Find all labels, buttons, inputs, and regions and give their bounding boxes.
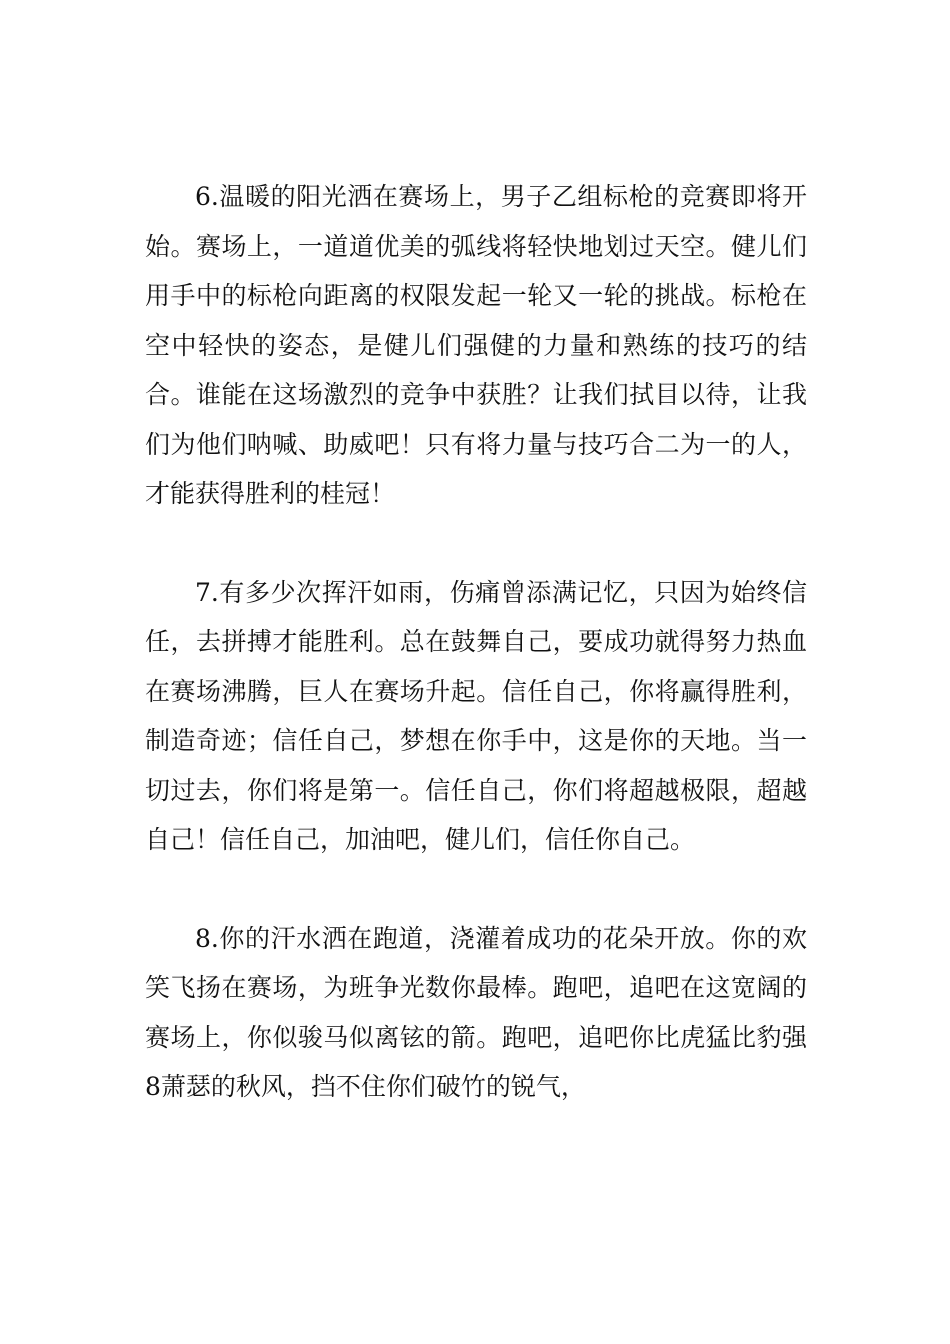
paragraph-8: 8.你的汗水洒在跑道，浇灌着成功的花朵开放。你的欢笑飞扬在赛场，为班争光数你最棒。跑吧，追吧在这宽阔的赛场上，你似骏马似离铉的箭。跑吧，追吧你比虎猛比豹强8萧瑟的秋风，挡不住你们破竹的锐气，: [145, 923, 807, 1101]
paragraph-7: 7.有多少次挥汗如雨，伤痛曾添满记忆，只因为始终信任，去拼搏才能胜利。总在鼓舞自己，要成功就得努力热血在赛场沸腾，巨人在赛场升起。信任自己，你将赢得胜利，制造奇迹；信任自己，梦想在你手中，这是你的天地。当一切过去，你们将是第一。信任自己，你们将超越极限，超越自己！信任自己，加油吧，健儿们，信任你自己。: [145, 577, 807, 854]
document-body: [145, 172, 807, 1112]
paragraph-6: 6.温暖的阳光洒在赛场上，男子乙组标枪的竞赛即将开始。赛场上，一道道优美的弧线将轻快地划过天空。健儿们用手中的标枪向距离的权限发起一轮又一轮的挑战。标枪在空中轻快的姿态，是健儿们强健的力量和熟练的技巧的结合。谁能在这场激烈的竞争中获胜？让我们拭目以待，让我们为他们呐喊、助威吧！只有将力量与技巧合二为一的人，才能获得胜利的桂冠！: [145, 182, 807, 508]
